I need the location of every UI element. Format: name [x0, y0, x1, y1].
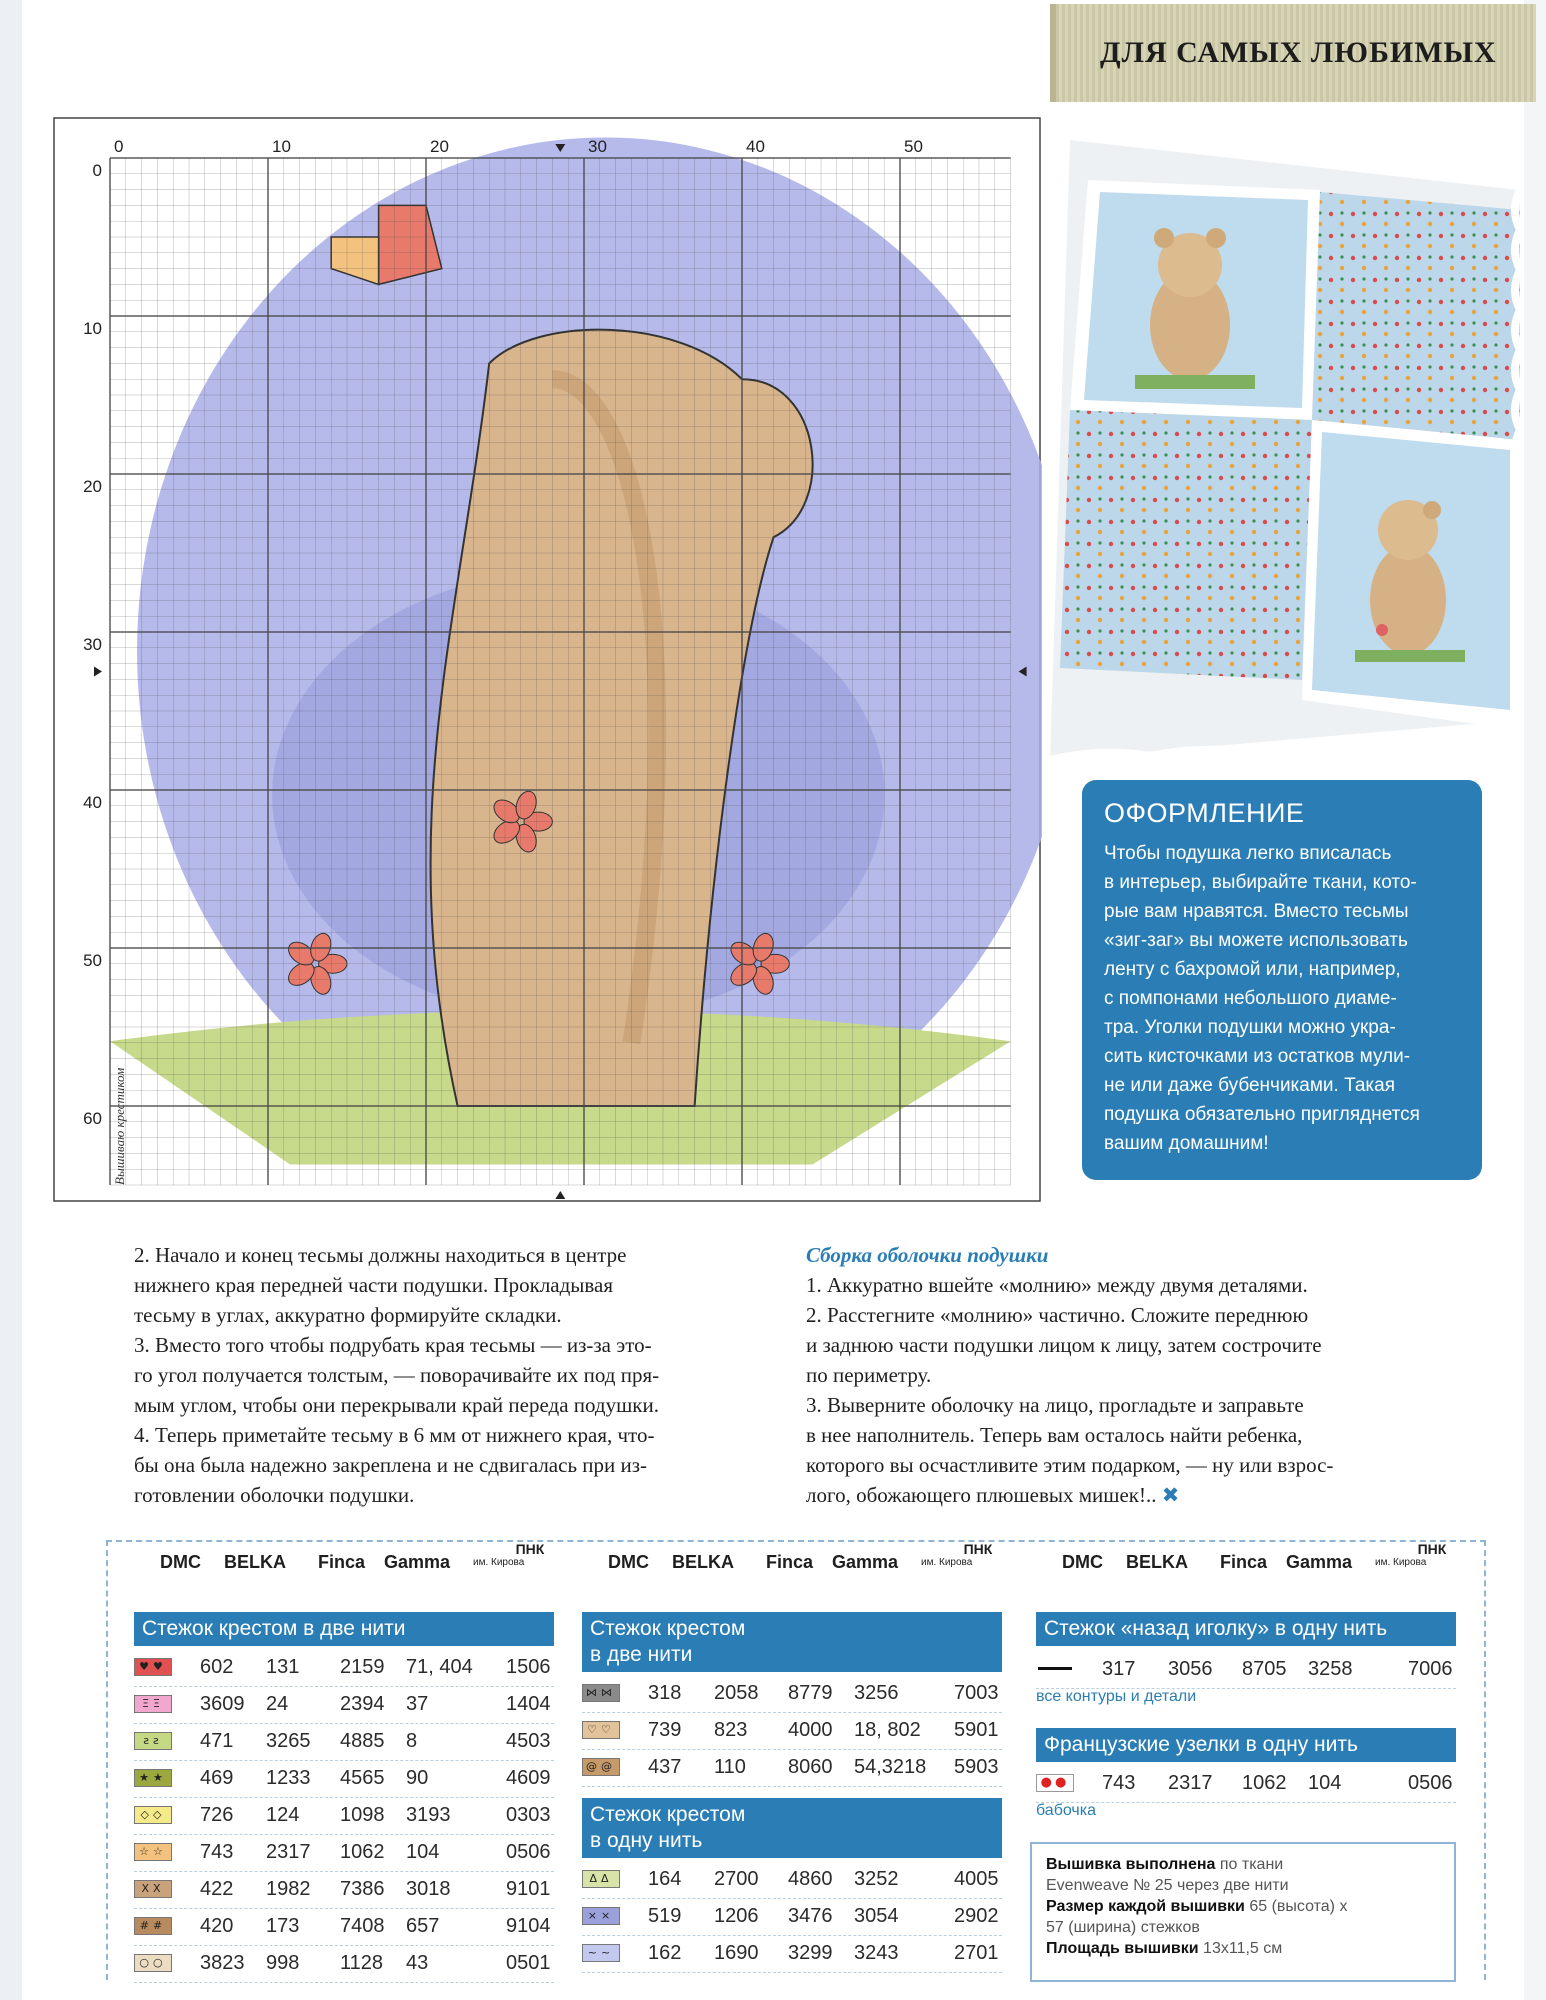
cell-belka: 110 [714, 1756, 746, 1778]
section-title-line: в одну нить [590, 1829, 703, 1852]
cell-dmc: 469 [200, 1767, 234, 1789]
header-belka: BELKA [224, 1552, 286, 1572]
x-tick-label: 10 [272, 137, 291, 156]
section-title-line: в две нити [590, 1643, 693, 1666]
cell-gamma: 18, 802 [854, 1719, 921, 1741]
row-separator [582, 1972, 1002, 1973]
header-pnk-sub: им. Кирова [921, 1557, 973, 1568]
legend-row [582, 1936, 1002, 1972]
text-line [806, 1480, 1476, 1510]
cell-pnk: 7006 [1408, 1658, 1453, 1680]
x-tick-label: 20 [430, 137, 449, 156]
legend-section-title [134, 1612, 554, 1646]
header-title: ДЛЯ САМЫХ ЛЮБИМЫХ [1100, 36, 1497, 69]
cell-dmc: 519 [648, 1905, 682, 1927]
row-separator [134, 1982, 554, 1983]
text-line: готовлении оболочки подушки. [134, 1483, 415, 1507]
cell-dmc: 317 [1102, 1658, 1136, 1680]
color-swatch-icon: ⋈⋈ [582, 1684, 620, 1702]
legend-row [134, 1761, 554, 1797]
cell-pnk: 4503 [506, 1730, 551, 1752]
legend-row [134, 1798, 554, 1834]
instructions-right [806, 1240, 1476, 1510]
color-swatch-icon: @@ [582, 1758, 620, 1776]
cell-dmc: 3609 [200, 1693, 245, 1715]
color-swatch-icon: ♡♡ [582, 1721, 620, 1739]
cell-belka: 2058 [714, 1682, 759, 1704]
info-value: по ткани [1215, 1856, 1284, 1873]
legend-section-title [1036, 1728, 1456, 1762]
cell-dmc: 471 [200, 1730, 234, 1752]
legend-row [134, 1724, 554, 1760]
cell-finca: 7386 [340, 1878, 385, 1900]
legend-row [582, 1750, 1002, 1786]
color-swatch-icon: XX [134, 1880, 172, 1898]
end-mark-icon: ✖ [1161, 1483, 1180, 1507]
cell-dmc: 164 [648, 1868, 682, 1890]
cell-gamma: 3258 [1308, 1658, 1353, 1680]
cell-gamma: 3252 [854, 1868, 899, 1890]
page-left-edge [0, 0, 22, 2000]
cell-dmc: 602 [200, 1656, 234, 1678]
header-pnk-label: ПНК [1417, 1541, 1447, 1557]
y-tick-label: 40 [83, 793, 102, 812]
text-line: 3. Выверните оболочку на лицо, прогладьте и заправьте [806, 1393, 1304, 1417]
header-pnk [1375, 1541, 1447, 1570]
cell-gamma: 43 [406, 1952, 429, 1974]
cell-dmc: 726 [200, 1804, 234, 1826]
color-swatch-icon: ○○ [134, 1954, 172, 1972]
legend-row [582, 1862, 1002, 1898]
x-tick-label: 30 [588, 137, 607, 156]
cell-dmc: 437 [648, 1756, 682, 1778]
cell-belka: 173 [266, 1915, 300, 1937]
design-line: вашим домашним! [1104, 1133, 1269, 1154]
cell-finca: 8779 [788, 1682, 833, 1704]
cell-finca: 3299 [788, 1942, 833, 1964]
row-separator [582, 1786, 1002, 1787]
design-line: в интерьер, выбирайте ткани, кото- [1104, 872, 1417, 893]
pillow-illustration [1040, 120, 1530, 760]
x-tick-label: 40 [746, 137, 765, 156]
cell-finca: 4565 [340, 1767, 385, 1789]
info-value: 65 (высота) х [1244, 1898, 1348, 1915]
legend-row [1036, 1766, 1456, 1802]
cell-belka: 3056 [1168, 1658, 1213, 1680]
cell-dmc: 162 [648, 1942, 682, 1964]
header-pnk [473, 1541, 545, 1570]
cell-finca: 1062 [1242, 1772, 1287, 1794]
cell-pnk: 0506 [506, 1841, 551, 1863]
cell-finca: 7408 [340, 1915, 385, 1937]
legend-row [1036, 1652, 1456, 1688]
cell-finca: 1062 [340, 1841, 385, 1863]
cell-gamma: 37 [406, 1693, 429, 1715]
cell-gamma: 104 [1308, 1772, 1342, 1794]
color-swatch-icon: ƨƨ [134, 1732, 172, 1750]
section-title-line: Французские узелки в одну нить [1044, 1733, 1358, 1756]
cell-gamma: 54,3218 [854, 1756, 927, 1778]
design-line: Чтобы подушка легко вписалась [1104, 843, 1392, 864]
x-tick-label: 0 [114, 137, 124, 156]
text-line: 2. Расстегните «молнию» частично. Сложите переднюю [806, 1303, 1309, 1327]
info-label: Размер каждой вышивки [1046, 1898, 1245, 1915]
french-knot-icon: ●● [1040, 1775, 1070, 1790]
cell-belka: 2317 [1168, 1772, 1213, 1794]
header-dmc: DMC [1062, 1552, 1103, 1572]
cell-pnk: 9101 [506, 1878, 551, 1900]
cell-finca: 2159 [340, 1656, 385, 1678]
color-swatch-icon: ★★ [134, 1769, 172, 1787]
legend-row [582, 1713, 1002, 1749]
header-pnk [921, 1541, 993, 1570]
cell-belka: 1206 [714, 1905, 759, 1927]
text-line: 2. Начало и конец тесьмы должны находиться в центре [134, 1243, 627, 1267]
color-swatch-icon: ΞΞ [134, 1695, 172, 1713]
cell-finca: 3476 [788, 1905, 833, 1927]
section-title-line: Стежок крестом в две нити [142, 1617, 406, 1640]
cell-finca: 1128 [340, 1952, 384, 1974]
header-belka: BELKA [1126, 1552, 1188, 1572]
cell-belka: 131 [266, 1656, 300, 1678]
text-line-last: лого, обожающего плюшевых мишек!.. [806, 1483, 1157, 1507]
cell-belka: 2700 [714, 1868, 759, 1890]
header-dmc: DMC [608, 1552, 649, 1572]
color-swatch-icon: ☆☆ [134, 1843, 172, 1861]
header-pnk-label: ПНК [515, 1541, 545, 1557]
design-tips-text [1104, 839, 1460, 1158]
cell-gamma: 90 [406, 1767, 429, 1789]
legend-note: бабочка [1036, 1802, 1096, 1819]
cell-finca: 4860 [788, 1868, 833, 1890]
legend-row [134, 1946, 554, 1982]
cell-gamma: 3243 [854, 1942, 899, 1964]
cell-belka: 1690 [714, 1942, 759, 1964]
text-line: и заднюю части подушки лицом к лицу, затем сострочите [806, 1333, 1322, 1357]
cell-finca: 4885 [340, 1730, 385, 1752]
cell-dmc: 3823 [200, 1952, 245, 1974]
cell-dmc: 739 [648, 1719, 682, 1741]
color-swatch-icon [1036, 1660, 1074, 1678]
header-finca: Finca [1220, 1552, 1268, 1572]
cell-pnk: 5903 [954, 1756, 999, 1778]
pillow-photo [1040, 120, 1530, 760]
cell-pnk: 4609 [506, 1767, 551, 1789]
y-tick-label: 10 [83, 319, 102, 338]
header-finca: Finca [318, 1552, 366, 1572]
header-pnk-sub: им. Кирова [473, 1557, 525, 1568]
design-line: не или даже бубенчиками. Такая [1104, 1075, 1395, 1096]
cell-belka: 2317 [266, 1841, 311, 1863]
cell-pnk: 1506 [506, 1656, 551, 1678]
legend-row [134, 1687, 554, 1723]
text-line: по периметру. [806, 1363, 932, 1387]
cell-finca: 2394 [340, 1693, 385, 1715]
cell-pnk: 2902 [954, 1905, 999, 1927]
cell-dmc: 318 [648, 1682, 682, 1704]
assembly-heading: Сборка оболочки подушки [806, 1243, 1049, 1267]
text-line: 1. Аккуратно вшейте «молнию» между двумя деталями. [806, 1273, 1308, 1297]
header-belka: BELKA [672, 1552, 734, 1572]
text-line: в нее наполнитель. Теперь вам осталось найти ребенка, [806, 1423, 1303, 1447]
text-line: тесьму в углах, аккуратно формируйте складки. [134, 1303, 562, 1327]
info-label: Вышивка выполнена [1046, 1856, 1216, 1873]
legend-row [134, 1909, 554, 1945]
x-tick-label: 50 [904, 137, 923, 156]
color-swatch-icon: ~~ [582, 1944, 620, 1962]
cell-pnk: 7003 [954, 1682, 999, 1704]
cell-pnk: 5901 [954, 1719, 999, 1741]
cell-dmc: 743 [200, 1841, 234, 1863]
color-swatch-icon: ×× [582, 1907, 620, 1925]
y-tick-label: 50 [83, 951, 102, 970]
color-swatch-icon: ## [134, 1917, 172, 1935]
text-line: бы она была надежно закреплена и не сдвигалась при из- [134, 1453, 648, 1477]
design-tips-box [1082, 780, 1482, 1180]
text-line: нижнего края передней части подушки. Прокладывая [134, 1273, 614, 1297]
legend-section-title [582, 1798, 1002, 1858]
header-pnk-sub: им. Кирова [1375, 1557, 1427, 1568]
header-gamma: Gamma [1286, 1552, 1353, 1572]
y-tick-label: 0 [92, 161, 102, 180]
side-credit: Вышиваю крестиком [112, 1067, 127, 1185]
design-line: с помпонами небольшого диаме- [1104, 988, 1397, 1009]
info-label: Площадь вышивки [1046, 1940, 1199, 1957]
cell-pnk: 0303 [506, 1804, 551, 1826]
header-gamma: Gamma [832, 1552, 899, 1572]
thread-legend [106, 1540, 1486, 1980]
design-line: ленту с бахромой или, например, [1104, 959, 1401, 980]
design-line: рые вам нравятся. Вместо тесьмы [1104, 901, 1409, 922]
info-value: 13х11,5 см [1198, 1940, 1283, 1957]
design-line: тра. Уголки подушки можно укра- [1104, 1017, 1396, 1038]
cell-dmc: 420 [200, 1915, 234, 1937]
text-line: мым углом, чтобы они перекрывали край переда подушки. [134, 1393, 659, 1417]
text-line: 4. Теперь приметайте тесьму в 6 мм от нижнего края, что- [134, 1423, 655, 1447]
cell-pnk: 2701 [954, 1942, 999, 1964]
cell-gamma: 71, 404 [406, 1656, 473, 1678]
cell-belka: 124 [266, 1804, 300, 1826]
legend-row [582, 1899, 1002, 1935]
color-swatch-icon: ♥♥ [134, 1658, 172, 1676]
legend-note: все контуры и детали [1036, 1688, 1197, 1705]
text-line: го угол получается толстым, — поворачивайте их под пря- [134, 1363, 660, 1387]
cell-pnk: 0506 [1408, 1772, 1453, 1794]
header-dmc: DMC [160, 1552, 201, 1572]
cell-dmc: 743 [1102, 1772, 1136, 1794]
text-line: которого вы осчастливите этим подарком, — ну или взрос- [806, 1453, 1334, 1477]
cell-belka: 1982 [266, 1878, 311, 1900]
legend-section-title [1036, 1612, 1456, 1646]
cell-belka: 24 [266, 1693, 289, 1715]
cell-finca: 8705 [1242, 1658, 1287, 1680]
cell-gamma: 104 [406, 1841, 440, 1863]
color-swatch-icon: ◇◇ [134, 1806, 172, 1824]
backstitch-line-icon [1038, 1667, 1072, 1670]
cell-belka: 3265 [266, 1730, 311, 1752]
cell-belka: 1233 [266, 1767, 311, 1789]
cell-gamma: 3256 [854, 1682, 899, 1704]
cell-finca: 8060 [788, 1756, 833, 1778]
cell-gamma: 8 [406, 1730, 418, 1752]
design-tips-title: ОФОРМЛЕНИЕ [1104, 798, 1305, 828]
cell-gamma: 3018 [406, 1878, 451, 1900]
cell-belka: 823 [714, 1719, 748, 1741]
header-gamma: Gamma [384, 1552, 451, 1572]
cell-gamma: 3054 [854, 1905, 899, 1927]
cell-finca: 4000 [788, 1719, 833, 1741]
info-value: Evenweave № 25 через две нити [1046, 1877, 1289, 1894]
cell-finca: 1098 [340, 1804, 385, 1826]
y-tick-label: 30 [83, 635, 102, 654]
cell-pnk: 0501 [506, 1952, 551, 1974]
chart-grid [52, 116, 1042, 1203]
legend-row [582, 1676, 1002, 1712]
section-title-line: Стежок «назад иголку» в одну нить [1044, 1617, 1388, 1640]
legend-row [134, 1872, 554, 1908]
y-tick-label: 20 [83, 477, 102, 496]
design-line: «зиг-заг» вы можете использовать [1104, 930, 1408, 951]
legend-section-title [582, 1612, 1002, 1672]
cell-pnk: 1404 [506, 1693, 551, 1715]
cell-dmc: 422 [200, 1878, 234, 1900]
embroidery-info-box [1030, 1842, 1456, 1982]
cell-pnk: 9104 [506, 1915, 551, 1937]
color-swatch-icon [1036, 1774, 1074, 1792]
header-finca: Finca [766, 1552, 814, 1572]
cross-stitch-chart [52, 116, 1042, 1203]
cell-gamma: 657 [406, 1915, 440, 1937]
row-separator [1036, 1802, 1456, 1803]
header-pnk-label: ПНК [963, 1541, 993, 1557]
legend-row [134, 1835, 554, 1871]
cell-pnk: 4005 [954, 1868, 999, 1890]
design-line: сить кисточками из остатков мули- [1104, 1046, 1411, 1067]
cell-gamma: 3193 [406, 1804, 451, 1826]
info-value: 57 (ширина) стежков [1046, 1919, 1200, 1936]
section-title-line: Стежок крестом [590, 1803, 746, 1826]
design-line: подушка обязательно пригляднется [1104, 1104, 1420, 1125]
legend-row [134, 1650, 554, 1686]
text-line: 3. Вместо того чтобы подрубать края тесьмы — из-за это- [134, 1333, 652, 1357]
cell-belka: 998 [266, 1952, 300, 1974]
section-title-line: Стежок крестом [590, 1617, 746, 1640]
instructions-left [134, 1240, 774, 1510]
color-swatch-icon: ΔΔ [582, 1870, 620, 1888]
y-tick-label: 60 [83, 1109, 102, 1128]
